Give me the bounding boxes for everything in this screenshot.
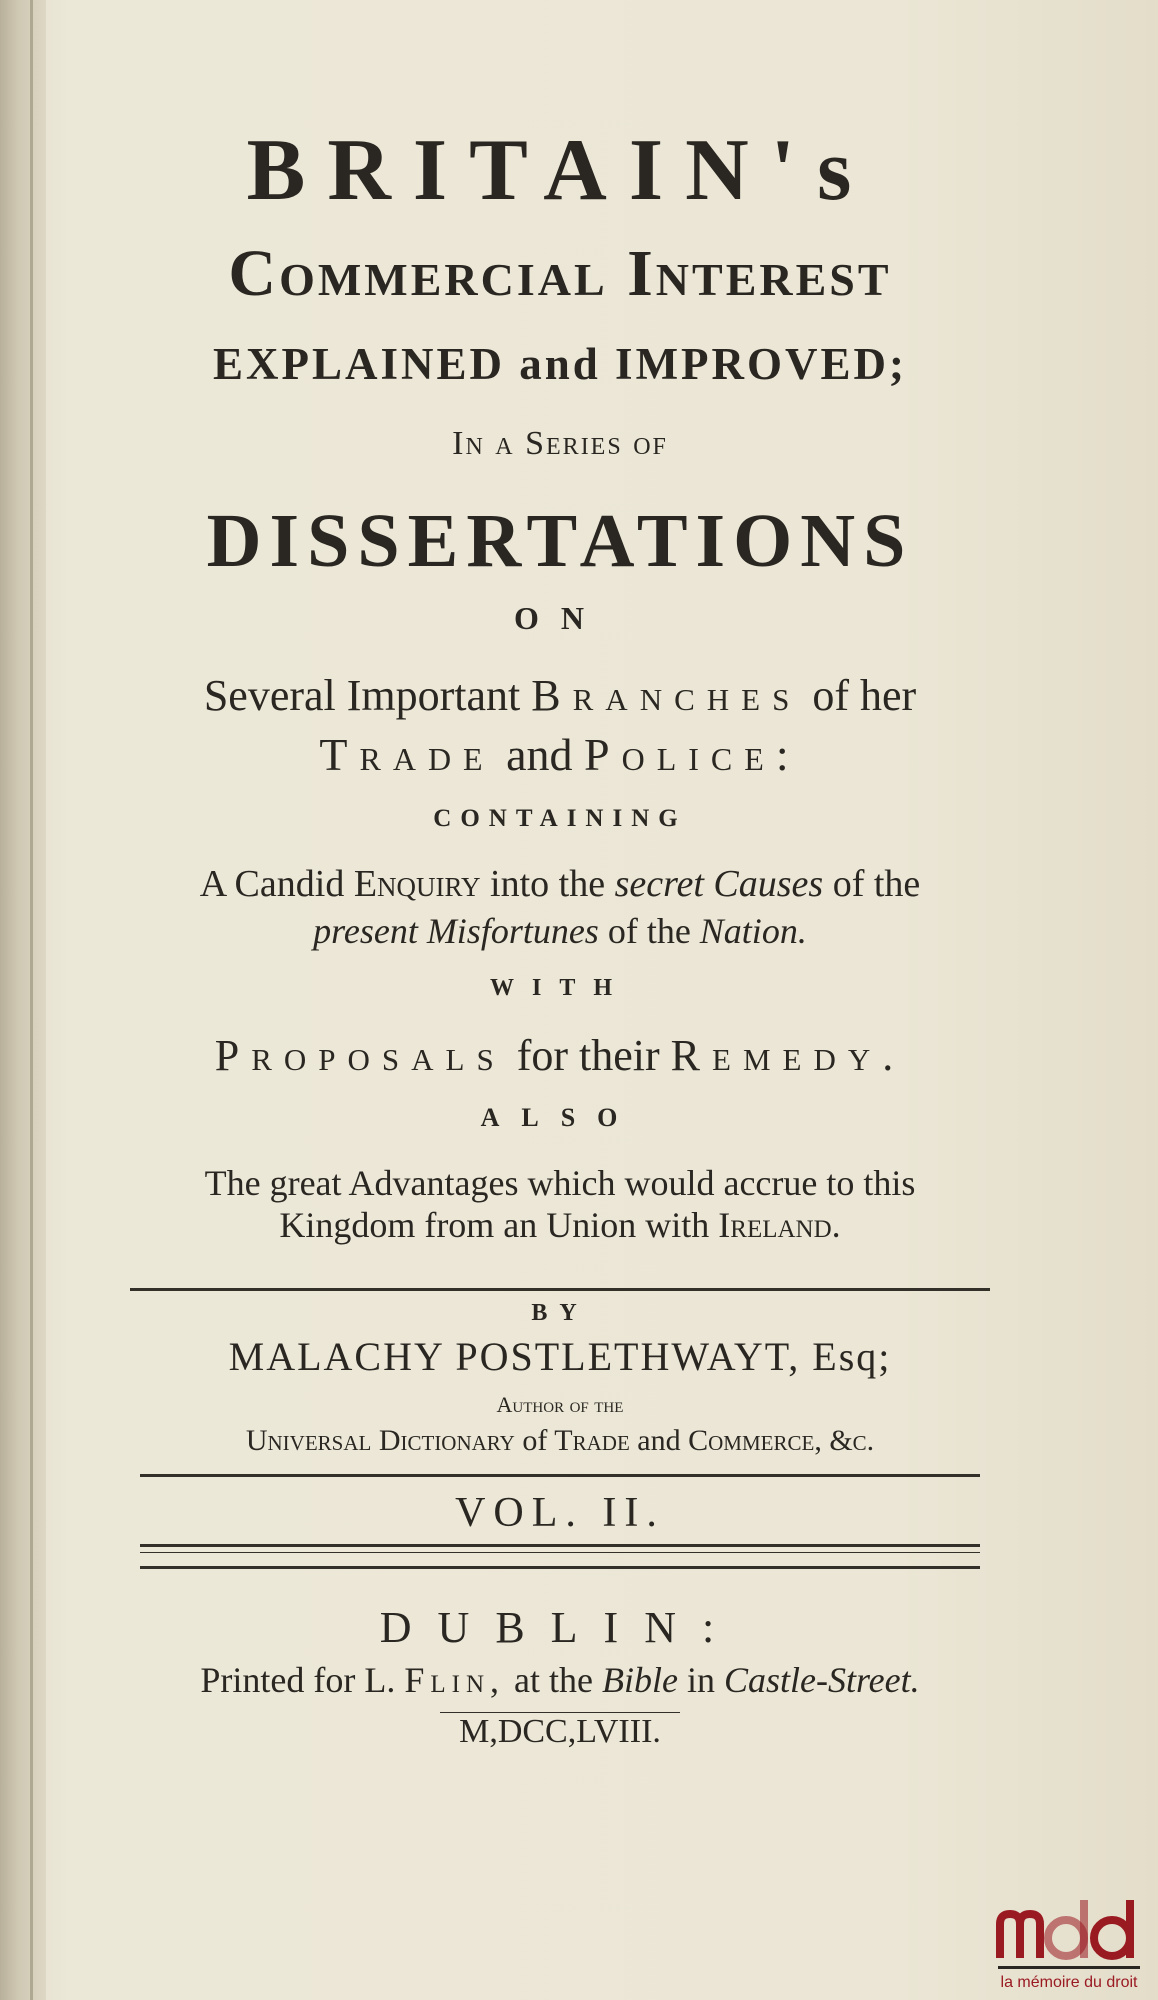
title-by: BY — [531, 1300, 589, 1326]
imprint-printed-for — [120, 1659, 1000, 1701]
text-segment: Several Important — [203, 671, 521, 720]
divider-rule — [140, 1566, 980, 1569]
title-with: WITH — [489, 975, 630, 1001]
title-dissertations: DISSERTATIONS — [206, 499, 914, 583]
text-segment: secret Causes — [614, 863, 824, 905]
title-great-advantages: The great Advantages which would accrue to this — [204, 1163, 916, 1203]
author-name: MALACHY POSTLETHWAYT, Esq; — [228, 1334, 892, 1379]
author-of-the: Author of the — [496, 1392, 624, 1417]
text-segment: and — [637, 1424, 681, 1457]
title-union-with-ireland — [120, 1204, 1000, 1246]
title-present-misfortunes — [120, 910, 1000, 952]
text-segment: of the — [607, 911, 691, 951]
text-segment: Trade — [554, 1424, 630, 1457]
text-segment: Trade — [319, 729, 495, 780]
divider-rule — [130, 1288, 990, 1291]
gutter-crease — [30, 0, 33, 2000]
title-containing: CONTAINING — [433, 805, 687, 832]
text-segment: Universal Dictionary — [245, 1424, 515, 1457]
text-segment: Bible — [601, 1660, 678, 1700]
title-trade-and-police — [120, 728, 1000, 781]
text-segment: Flin, — [404, 1660, 506, 1700]
author-universal-dictionary — [120, 1424, 1000, 1458]
title-britains: BRITAIN's — [246, 122, 874, 219]
title-in-a-series-of: In a Series of — [452, 425, 668, 462]
text-segment: Remedy. — [670, 1031, 906, 1080]
text-segment: Nation. — [699, 911, 807, 951]
title-explained-improved: EXPLAINED and IMPROVED; — [212, 339, 908, 389]
text-segment: Police: — [584, 729, 801, 780]
text-segment: and — [506, 729, 573, 780]
title-also: ALSO — [480, 1103, 640, 1132]
book-gutter — [0, 0, 46, 2000]
imprint-dublin: DUBLIN: — [379, 1603, 741, 1652]
title-several-important-branches — [120, 670, 1000, 721]
divider-rule — [140, 1552, 980, 1553]
text-segment: of — [522, 1424, 548, 1457]
text-segment: for their — [516, 1031, 660, 1080]
text-segment: Branches — [531, 671, 802, 720]
imprint-year: M,DCC,LVIII. — [459, 1713, 661, 1750]
title-on: ON — [514, 600, 606, 636]
text-segment: A Candid — [199, 863, 345, 905]
text-segment: in — [686, 1660, 715, 1700]
divider-rule — [140, 1474, 980, 1477]
text-segment: Enquiry — [353, 863, 481, 905]
title-commercial-interest: Commercial Interest — [228, 237, 892, 310]
text-segment: Commerce, &c. — [688, 1424, 875, 1457]
volume-number: VOL. II. — [455, 1490, 665, 1536]
text-segment: Castle-Street. — [723, 1660, 920, 1700]
title-proposals-remedy — [120, 1030, 1000, 1081]
mdd-logo-icon — [998, 1900, 1140, 1969]
text-segment: of the — [832, 863, 921, 905]
title-candid-enquiry — [120, 862, 1000, 906]
mdd-caption: la mémoire du droit — [1000, 1974, 1138, 1991]
divider-rule — [140, 1544, 980, 1547]
text-segment: Ireland. — [718, 1205, 841, 1245]
text-segment: into the — [490, 863, 606, 905]
text-segment: Kingdom from an Union with — [279, 1205, 710, 1245]
text-segment: Proposals — [214, 1031, 506, 1080]
text-segment: of her — [812, 671, 917, 720]
text-segment: present Misfortunes — [313, 911, 599, 951]
text-segment: Printed for L. — [200, 1660, 396, 1700]
text-segment: at the — [514, 1660, 593, 1700]
